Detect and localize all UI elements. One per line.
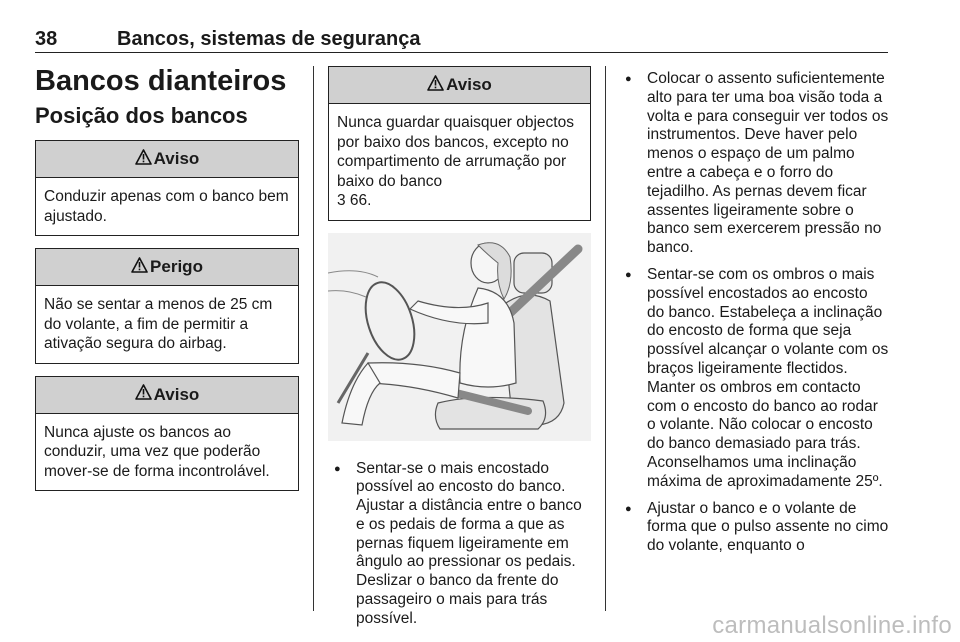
page-reference-link[interactable]: 3 66.: [337, 192, 372, 209]
warning-box: [35, 140, 299, 236]
list-item: ● Colocar o assento suficientemente alto para ter uma boa visão toda a volta e para conseguir ver todos os instrumentos. Deve haver pelo menos o espaço de um palmo entre a cabeça e o forro do tejadilho. As pernas devem ficar assentes ligeiramente sobre o banco sem exercerem pressão no banco.: [619, 70, 889, 258]
warning-box-label: Aviso: [153, 384, 200, 404]
section-heading: Bancos dianteiros: [35, 65, 287, 97]
danger-box: [35, 248, 299, 364]
running-title: Bancos, sistemas de segurança: [117, 28, 421, 50]
seated-driver-drawing: [328, 233, 591, 441]
warning-box-text: Nunca ajuste os bancos ao conduzir, uma vez que poderão mover-se de forma incontrolável.: [44, 423, 270, 480]
watermark: carmanualsonline.info: [712, 612, 952, 639]
column-divider: [605, 66, 606, 611]
danger-box-title: [36, 249, 298, 286]
page-header: [35, 28, 888, 53]
warning-box-title: [329, 67, 590, 104]
warning-triangle-icon: [135, 149, 152, 170]
column-left: [35, 60, 299, 503]
warning-triangle-icon: [427, 75, 444, 96]
instruction-list: [619, 70, 889, 556]
column-right: [619, 66, 889, 564]
instruction-list: [328, 460, 591, 629]
warning-box-label: Aviso: [153, 149, 200, 168]
warning-box-sentence: Nunca guardar quaisquer objectos por baixo dos bancos, excepto no compartimento de arrumação por baixo do banco: [337, 114, 574, 190]
warning-box: [35, 376, 299, 492]
driver-seat-illustration: [328, 233, 591, 441]
warning-box: [328, 66, 591, 221]
list-item: ● Sentar-se o mais encostado possível ao encosto do banco. Ajustar a distância entre o banco e os pedais de forma a que as pernas fiquem ligeiramente em ângulo ao pressionar os pedais. Deslizar o banco da frente do passageiro o mais para trás possível.: [328, 460, 591, 629]
list-item: ● Sentar-se com os ombros o mais possível encostados ao encosto do banco. Estabeleça a inclinação do encosto de forma que seja possível alcançar o volante com os braços ligeiramente flectidos. Manter os ombros em contacto com o encosto do banco ao rodar o volante. Não colocar o encosto do banco demasiado para trás. Aconselhamos uma inclinação máxima de aproximadamente 25º.: [619, 266, 889, 492]
warning-box-label: Aviso: [446, 75, 492, 94]
column-divider: [313, 66, 314, 611]
warning-triangle-icon: [131, 257, 148, 278]
warning-triangle-icon: [135, 384, 152, 405]
danger-box-text: Não se sentar a menos de 25 cm do volante, a fim de permitir a ativação segura do airbag.: [44, 296, 273, 352]
subsection-heading: Posição dos bancos: [35, 103, 248, 128]
warning-box-title: [36, 141, 298, 178]
list-item: ● Ajustar o banco e o volante de forma que o pulso assente no cimo do volante, enquanto o: [619, 500, 889, 556]
column-middle: [328, 66, 591, 637]
warning-box-text: Conduzir apenas com o banco bem ajustado.: [44, 188, 289, 225]
warning-box-title: [36, 377, 298, 414]
warning-box-text: [329, 104, 590, 220]
danger-box-label: Perigo: [150, 257, 203, 276]
page-number: 38: [35, 28, 58, 50]
